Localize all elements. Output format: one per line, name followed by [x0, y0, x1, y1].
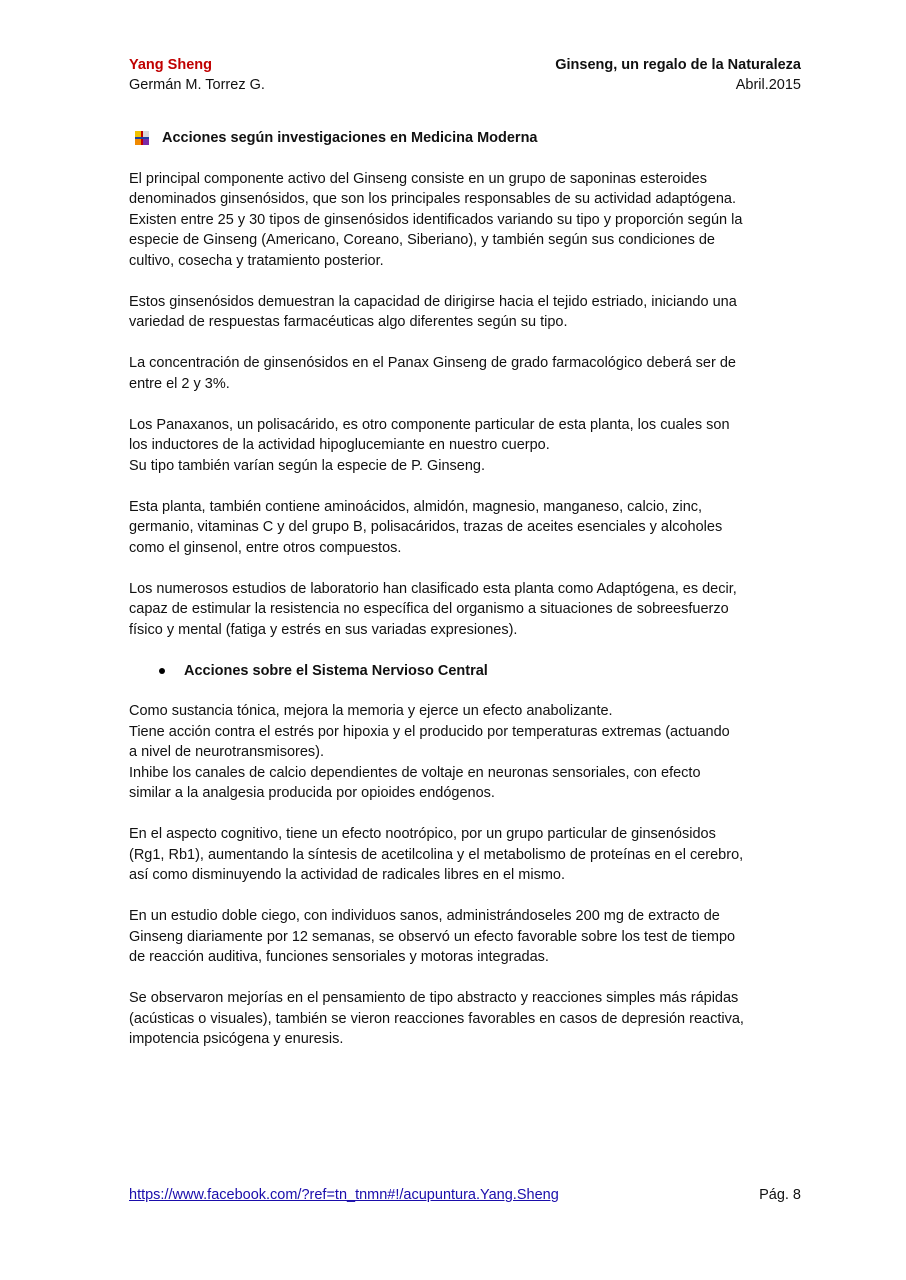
paragraph: La concentración de ginsenósidos en el Panax Ginseng de grado farmacológico deberá ser de entre el 2 y 3%. [129, 355, 736, 392]
paragraph: En un estudio doble ciego, con individuos sanos, administrándoseles 200 mg de extracto de Ginseng diariamente por 12 semanas, se observó un efecto favorable sobre los test de tiempo de reacción auditiva, funciones sensoriales y motoras integradas. [129, 908, 736, 965]
paragraph: Se observaron mejorías en el pensamiento de tipo abstracto y reacciones simples más rápidas (acústicas o visuales), también se vieron reacciones favorables en casos de depresión reactiva, impotencia psicógena y enuresis. [129, 990, 744, 1047]
brand-name: Yang Sheng [129, 57, 212, 73]
paragraph: Como sustancia tónica, mejora la memoria y ejerce un efecto anabolizante. Tiene acción contra el estrés por hipoxia y el producido por temperaturas extremas (actuando a nivel de neurotransmisores). Inhibe los canales de calcio dependientes de voltaje en neuronas sensoriales, con efecto similar a la analgesia producida por opioides endógenos. [129, 703, 730, 801]
header-right [555, 55, 801, 95]
document-date: Abril.2015 [735, 77, 801, 93]
bullet-dot-icon [159, 668, 165, 674]
paragraph: Estos ginsenósidos demuestran la capacidad de dirigirse hacia el tejido estriado, iniciando una variedad de respuestas farmacéuticas algo diferentes según su tipo. [129, 293, 737, 330]
section-heading-text: Acciones sobre el Sistema Nervioso Central [184, 662, 488, 679]
colored-square-bullet-icon [135, 131, 149, 145]
author-name: Germán M. Torrez G. [129, 77, 265, 93]
facebook-link[interactable]: https://www.facebook.com/?ref=tn_tnmn#!/acupuntura.Yang.Sheng [129, 1187, 559, 1203]
paragraph: Los numerosos estudios de laboratorio han clasificado esta planta como Adaptógena, es decir, capaz de estimular la resistencia no específica del organismo a situaciones de sobreesfuerzo físico y mental (fatiga y estrés en sus variadas expresiones). [129, 580, 737, 638]
page-number: Pág. 8 [759, 1187, 801, 1203]
paragraph: En el aspecto cognitivo, tiene un efecto nootrópico, por un grupo particular de ginsenósidos (Rg1, Rb1), aumentando la síntesis de acetilcolina y el metabolismo de proteínas en el cerebro, así como disminuyendo la actividad de radicales libres en el mismo. [129, 826, 744, 883]
paragraph: El principal componente activo del Ginseng consiste en un grupo de saponinas esteroides denominados ginsenósidos, que son los principales responsables de su actividad adaptógena. Existen entre 25 y 30 tipos de ginsenósidos identificados variando su tipo y proporción según la especie de Ginseng (Americano, Coreano, Siberiano), y también según sus condiciones de cultivo, cosecha y tratamiento posterior. [129, 170, 743, 269]
paragraph: Esta planta, también contiene aminoácidos, almidón, magnesio, manganeso, calcio, zinc, germanio, vitaminas C y del grupo B, polisacáridos, trazas de aceites esenciales y alcoholes como el ginsenol, entre otros compuestos. [129, 498, 723, 556]
header-left [129, 55, 265, 95]
section-heading-modern-medicine [129, 128, 779, 149]
paragraph: Los Panaxanos, un polisacárido, es otro componente particular de esta planta, los cuales son los inductores de la actividad hipoglucemiante en nuestro cuerpo. Su tipo también varían según la especie de P. Ginseng. [129, 416, 730, 474]
document-title: Ginseng, un regalo de la Naturaleza [555, 57, 801, 73]
section-heading-text: Acciones según investigaciones en Medicina Moderna [162, 130, 538, 146]
main-content [129, 128, 779, 1070]
section-heading-cns [129, 661, 779, 682]
